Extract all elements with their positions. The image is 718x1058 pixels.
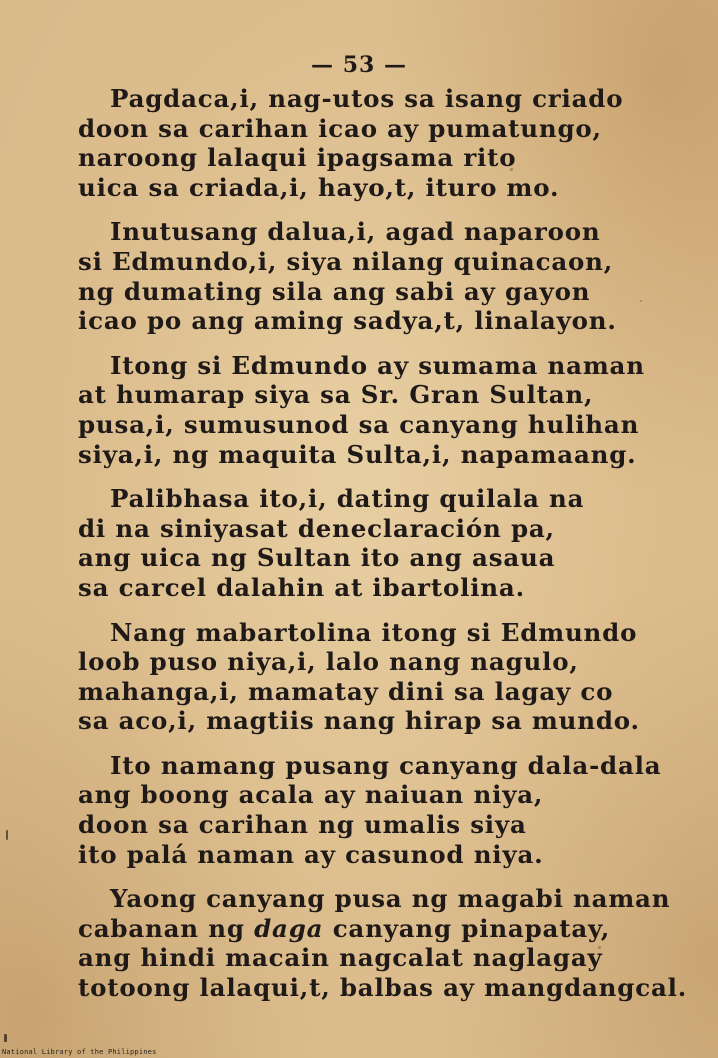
verse-line: ang hindi macain nagcalat naglagay [78,943,603,973]
stanza [78,217,668,335]
library-watermark: National Library of the Philippines [2,1048,157,1056]
verse-line: ang uica ng Sultan ito ang asaua [78,543,556,573]
poem-body [78,84,688,1018]
stanza [78,484,668,602]
verse-line: totoong lalaqui,t, balbas ay mangdangcal. [78,973,688,1003]
italic-word: daga [254,913,324,943]
verse-line: siya,i, ng maquita Sulta,i, napamaang. [78,439,637,469]
verse-line: ng dumating sila ang sabi ay gayon [78,276,591,306]
stanza [78,618,668,736]
verse-line: doon sa carihan ng umalis siya [78,810,527,840]
verse-line: pusa,i, sumusunod sa canyang hulihan [78,409,640,439]
verse-line: icao po ang aming sadya,t, linalayon. [78,306,617,336]
stanza [78,351,668,469]
verse-line: ang boong acala ay naiuan niya, [78,780,544,810]
verse-line-start: cabanan ng [78,913,245,943]
verse-line-end: canyang pinapatay, [332,913,611,943]
verse-line: sa carcel dalahin at ibartolina. [78,572,525,602]
verse-line: loob puso niya,i, lalo nang nagulo, [78,647,579,677]
verse-line: Inutusang dalua,i, agad naparoon [110,217,601,247]
verse-line: doon sa carihan icao ay pumatungo, [78,113,602,143]
verse-line: Yaong canyang pusa ng magabi naman [110,884,671,914]
paper-speck [6,830,8,840]
page-number: — 53 — [311,52,407,78]
verse-line: naroong lalaqui ipagsama rito [78,143,517,173]
paper-speck [640,300,642,302]
verse-line: sa aco,i, magtiis nang hirap sa mundo. [78,706,640,736]
stanza [78,84,668,202]
stanza [78,751,668,869]
stanza [78,884,688,1003]
verse-line: di na siniyasat deneclaración pa, [78,513,555,543]
verse-line [78,914,668,944]
verse-line: Itong si Edmundo ay sumama naman [110,350,645,380]
paper-speck [510,168,513,171]
verse-line: mahanga,i, mamatay dini sa lagay co [78,676,614,706]
paper-speck [4,1034,7,1042]
paper-speck [598,946,601,949]
verse-line: at humarap siya sa Sr. Gran Sultan, [78,380,594,410]
verse-line: uica sa criada,i, hayo,t, ituro mo. [78,172,560,202]
verse-line: si Edmundo,i, siya nilang quinacaon, [78,246,614,276]
verse-line: Ito namang pusang canyang dala-dala [110,750,662,780]
verse-line: ito palá naman ay casunod niya. [78,839,544,869]
verse-line: Pagdaca,i, nag-utos sa isang criado [110,84,624,113]
verse-line: Nang mabartolina itong si Edmundo [110,617,638,647]
verse-line: Palibhasa ito,i, dating quilala na [110,484,585,514]
